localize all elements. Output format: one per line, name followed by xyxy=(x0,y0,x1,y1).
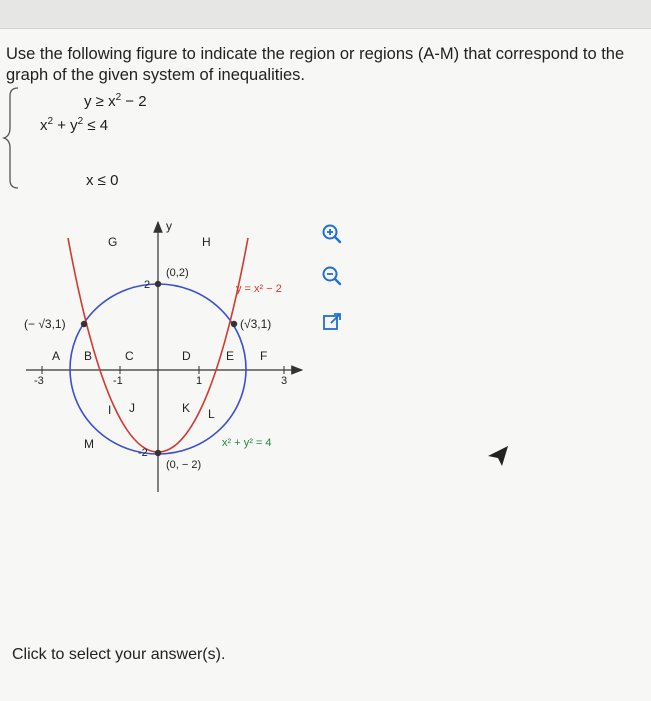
inequality-1: $y \ge x^2 - 2$ xyxy=(84,92,147,110)
region-label-d[interactable]: D xyxy=(182,349,191,363)
footer-hint: Click to select your answer(s). xyxy=(12,646,226,663)
point-bottom-marker xyxy=(155,450,161,456)
region-label-m[interactable]: M xyxy=(84,437,94,451)
tick-label-1: 1 xyxy=(196,375,203,387)
region-label-c[interactable]: C xyxy=(125,349,134,363)
tick-label-neg3: -3 xyxy=(34,375,44,387)
label-point-right: (√3,1) xyxy=(240,317,272,331)
inequality-2: $x^2 + y^2 \le 4$ xyxy=(40,116,109,134)
region-label-b[interactable]: B xyxy=(84,349,93,363)
tick-label-neg2: -2 xyxy=(138,447,148,459)
inequality-3: x ≤ 0 xyxy=(86,172,119,189)
region-label-g[interactable]: G xyxy=(108,235,118,249)
tick-label-3: 3 xyxy=(281,375,288,387)
zoom-out-button[interactable] xyxy=(320,264,344,288)
cursor-icon xyxy=(486,444,512,468)
axis-ticks xyxy=(42,284,284,452)
region-label-l[interactable]: L xyxy=(208,407,215,421)
point-right-marker xyxy=(231,321,237,327)
point-top-marker xyxy=(155,281,161,287)
parabola-label: y = x² − 2 xyxy=(236,283,282,295)
region-label-j[interactable]: J xyxy=(129,401,135,415)
zoom-in-button[interactable] xyxy=(320,222,344,246)
zoom-out-icon xyxy=(321,265,343,287)
tick-label-2: 2 xyxy=(144,279,151,291)
region-label-h[interactable]: H xyxy=(202,235,211,249)
region-label-f[interactable]: F xyxy=(260,349,268,363)
label-point-top: (0,2) xyxy=(166,267,189,279)
circle-label: x² + y² = 4 xyxy=(222,437,272,449)
popout-icon xyxy=(321,311,343,333)
label-point-left: (− √3,1) xyxy=(24,317,66,331)
region-label-a[interactable]: A xyxy=(52,349,61,363)
label-point-bottom: (0, − 2) xyxy=(166,459,202,471)
region-label-k[interactable]: K xyxy=(182,401,191,415)
y-axis-label: y xyxy=(166,219,172,233)
tick-label-neg1: -1 xyxy=(113,375,123,387)
zoom-in-icon xyxy=(321,223,343,245)
region-label-e[interactable]: E xyxy=(226,349,235,363)
question-text: Use the following figure to indicate the region or regions (A-M) that correspond to the graph of the given system of inequalities. xyxy=(6,45,625,84)
region-label-i[interactable]: I xyxy=(108,403,112,417)
point-left-marker xyxy=(81,321,87,327)
popout-button[interactable] xyxy=(320,310,344,334)
